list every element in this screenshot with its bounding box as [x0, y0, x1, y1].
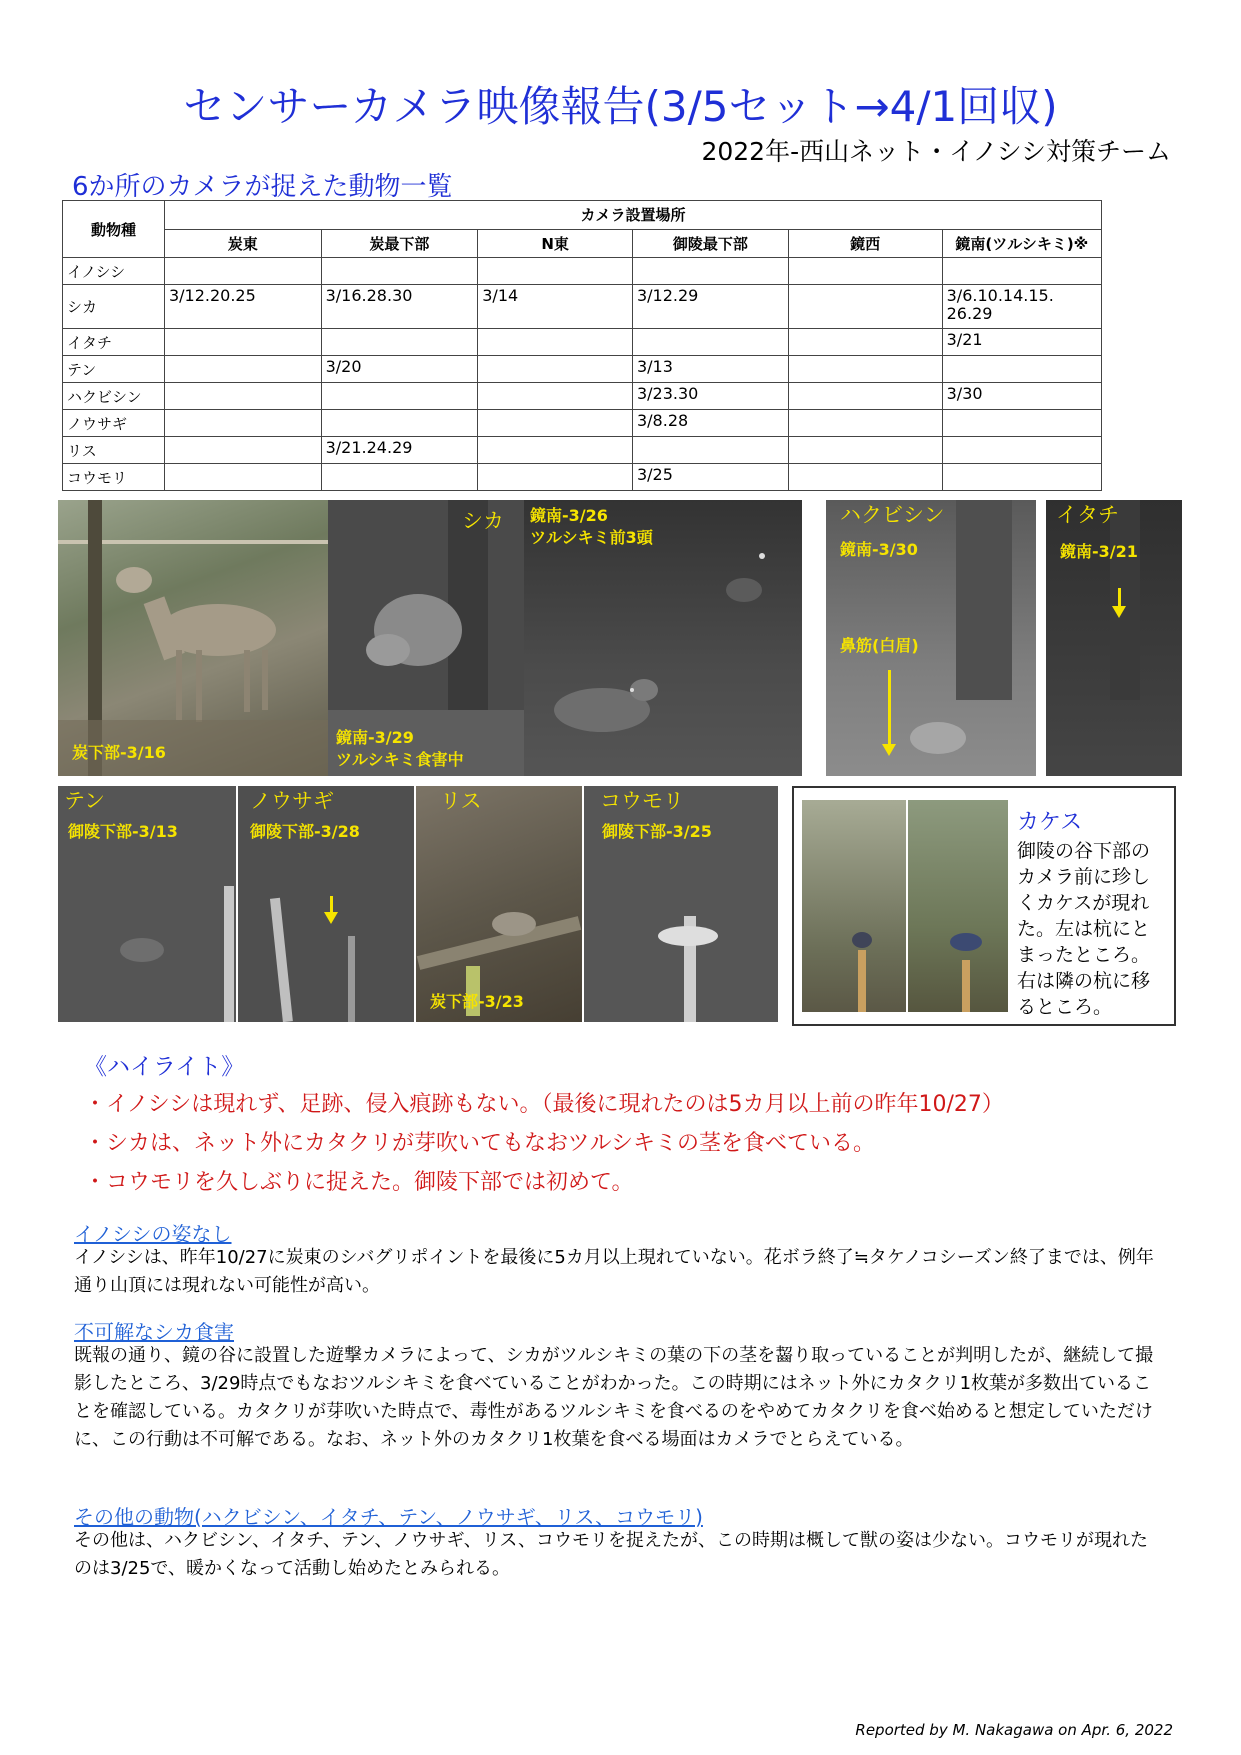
sighting-dates-cell: [788, 464, 942, 491]
civet-photo: [826, 500, 1036, 776]
location-header: 鏡西: [788, 229, 942, 258]
jay-title: カケス: [1017, 810, 1083, 835]
marten-label: 御陵下部-3/13: [68, 822, 178, 841]
table-row: [63, 258, 1102, 285]
sighting-dates-cell: [942, 410, 1101, 437]
deer-illustration: [58, 500, 328, 776]
sighting-dates-cell: [321, 383, 478, 410]
sighting-dates-cell: [321, 329, 478, 356]
sighting-dates-cell: [788, 410, 942, 437]
section-heading-boar: イノシシの姿なし: [74, 1222, 232, 1246]
page-title: センサーカメラ映像報告(3/5セット→4/1回収): [183, 82, 1058, 131]
highlight-item: ・イノシシは現れず、足跡、侵入痕跡もない。（最後に現れたのは5カ月以上前の昨年10/27）: [84, 1092, 1004, 1117]
species-header: 動物種: [63, 201, 165, 258]
location-header: 炭最下部: [321, 229, 478, 258]
sighting-dates-cell: [478, 464, 633, 491]
species-cell: ハクビシン: [63, 383, 165, 410]
hare-label: 御陵下部-3/28: [250, 822, 360, 841]
civet-arrow-icon: [888, 670, 891, 746]
civet-title: ハクビシン: [840, 503, 945, 527]
sighting-dates-cell: [164, 464, 321, 491]
marten-photo: [58, 786, 236, 1022]
table-row: [63, 437, 1102, 464]
deer-photo-1-label: 炭下部-3/16: [72, 743, 166, 762]
sighting-dates-cell: 3/23.30: [632, 383, 788, 410]
deer-photo-3-label: 鏡南-3/26: [530, 506, 608, 525]
sighting-dates-cell: 3/6.10.14.15. 26.29: [942, 285, 1101, 329]
sighting-dates-cell: [942, 437, 1101, 464]
species-cell: リス: [63, 437, 165, 464]
sighting-dates-cell: [632, 258, 788, 285]
sighting-dates-cell: [164, 437, 321, 464]
species-cell: シカ: [63, 285, 165, 329]
deer-photo-2-label: 鏡南-3/29: [336, 728, 414, 747]
location-header: 御陵最下部: [632, 229, 788, 258]
squirrel-illustration: [416, 786, 582, 1022]
squirrel-photo: [416, 786, 582, 1022]
section-body-others: その他は、ハクビシン、イタチ、テン、ノウサギ、リス、コウモリを捉えたが、この時期は概して獣の姿は少ない。コウモリが現れたのは3/25で、暖かくなって活動し始めたとみられる。: [74, 1530, 1148, 1579]
species-cell: イノシシ: [63, 258, 165, 285]
sighting-dates-cell: 3/16.28.30: [321, 285, 478, 329]
deer-photo-2-note: ツルシキミ食害中: [336, 750, 464, 769]
jay-description: 御陵の谷下部のカメラ前に珍しくカケスが現れた。左は杭にとまったところ。右は隣の杭に移るところ。: [1017, 840, 1151, 1018]
sighting-dates-cell: [321, 464, 478, 491]
sighting-dates-cell: [478, 410, 633, 437]
sighting-dates-cell: [788, 383, 942, 410]
jay-photo-left: [802, 800, 906, 1012]
location-group-header: カメラ設置場所: [164, 201, 1101, 230]
deer-photo-3: [524, 500, 802, 776]
location-header: N東: [478, 229, 633, 258]
species-cell: ノウサギ: [63, 410, 165, 437]
location-header: 鏡南(ツルシキミ)※: [942, 229, 1101, 258]
table-row: [63, 329, 1102, 356]
highlight-item: ・コウモリを久しぶりに捉えた。御陵下部では初めて。: [84, 1170, 634, 1195]
sighting-dates-cell: [478, 356, 633, 383]
table-section-heading: 6か所のカメラが捉えた動物一覧: [72, 172, 453, 202]
species-cell: テン: [63, 356, 165, 383]
highlight-item: ・シカは、ネット外にカタクリが芽吹いてもなおツルシキミの茎を食べている。: [84, 1131, 876, 1156]
sighting-dates-cell: [478, 383, 633, 410]
table-row: [63, 285, 1102, 329]
sighting-dates-cell: [478, 329, 633, 356]
section-body-boar: イノシシは、昨年10/27に炭東のシバグリポイントを最後に5カ月以上現れていない。花ボラ終了≒タケノコシーズン終了までは、例年通り山頂には現れない可能性が高い。: [74, 1247, 1154, 1296]
hare-title: ノウサギ: [250, 789, 334, 813]
page-subtitle: 2022年-西山ネット・イノシシ対策チーム: [701, 137, 1171, 166]
civet-note: 鼻筋(白眉): [840, 636, 919, 655]
jay-flying-illustration: [908, 800, 1008, 1012]
table-row: [63, 383, 1102, 410]
squirrel-title: リス: [440, 789, 482, 813]
sighting-dates-cell: [164, 410, 321, 437]
hare-arrow-icon: [330, 896, 333, 914]
sighting-dates-cell: [942, 356, 1101, 383]
sighting-dates-cell: [788, 356, 942, 383]
sighting-dates-cell: [321, 410, 478, 437]
sighting-dates-cell: [788, 329, 942, 356]
weasel-arrow-icon: [1118, 588, 1121, 608]
sighting-dates-cell: [942, 258, 1101, 285]
sighting-dates-cell: 3/12.29: [632, 285, 788, 329]
species-cell: コウモリ: [63, 464, 165, 491]
sighting-dates-cell: [321, 258, 478, 285]
section-heading-deer: 不可解なシカ食害: [74, 1320, 234, 1344]
weasel-photo: [1046, 500, 1182, 776]
sighting-dates-cell: [478, 258, 633, 285]
sighting-dates-cell: 3/30: [942, 383, 1101, 410]
sighting-dates-cell: 3/21.24.29: [321, 437, 478, 464]
deer-photo-3-note: ツルシキミ前3頭: [530, 528, 653, 547]
section-body-deer: 既報の通り、鏡の谷に設置した遊撃カメラによって、シカがツルシキミの葉の下の茎を齧り取っていることが判明したが、継続して撮影したところ、3/29時点でもなおツルシキミを食べていることがわかった。この時期にはネット外にカタクリ1枚葉が多数出ていることを確認している。カタクリが芽吹いた時点で、毒性があるツルシキミを食べるのをやめてカタクリを食べ始めると想定していただけに、この行動は不可解である。なお、ネット外のカタクリ1枚葉を食べる場面はカメラでとらえている。: [74, 1345, 1154, 1450]
sighting-dates-cell: [788, 437, 942, 464]
sighting-dates-cell: [632, 329, 788, 356]
sighting-dates-cell: 3/14: [478, 285, 633, 329]
animal-sightings-table: [62, 200, 1102, 491]
deer-photo-1: [58, 500, 328, 776]
sighting-dates-cell: [164, 329, 321, 356]
section-heading-others: その他の動物(ハクビシン、イタチ、テン、ノウサギ、リス、コウモリ): [74, 1505, 703, 1529]
sighting-dates-cell: 3/12.20.25: [164, 285, 321, 329]
species-cell: イタチ: [63, 329, 165, 356]
location-header: 炭東: [164, 229, 321, 258]
sighting-dates-cell: 3/13: [632, 356, 788, 383]
sighting-dates-cell: [164, 383, 321, 410]
sighting-dates-cell: [788, 285, 942, 329]
civet-label: 鏡南-3/30: [840, 540, 918, 559]
sighting-dates-cell: 3/20: [321, 356, 478, 383]
sighting-dates-cell: 3/8.28: [632, 410, 788, 437]
jay-photo-right: [908, 800, 1008, 1012]
squirrel-label: 炭下部-3/23: [430, 992, 524, 1011]
sighting-dates-cell: [478, 437, 633, 464]
table-row: [63, 356, 1102, 383]
weasel-title: イタチ: [1056, 503, 1119, 527]
deer-title: シカ: [462, 509, 504, 533]
report-footer: Reported by M. Nakagawa on Apr. 6, 2022: [855, 1721, 1173, 1739]
highlights-heading: 《ハイライト》: [84, 1054, 245, 1080]
sighting-dates-cell: [164, 258, 321, 285]
bat-title: コウモリ: [600, 789, 684, 813]
table-row: [63, 410, 1102, 437]
sighting-dates-cell: [632, 437, 788, 464]
bat-photo: [584, 786, 778, 1022]
deer-photo-2: [328, 500, 524, 776]
hare-photo: [238, 786, 414, 1022]
marten-title: テン: [64, 789, 105, 813]
sighting-dates-cell: [942, 464, 1101, 491]
sighting-dates-cell: [788, 258, 942, 285]
location-header-row: [63, 229, 1102, 258]
weasel-label: 鏡南-3/21: [1060, 542, 1138, 561]
jay-perched-illustration: [802, 800, 906, 1012]
table-row: [63, 464, 1102, 491]
sighting-dates-cell: [164, 356, 321, 383]
sighting-dates-cell: 3/25: [632, 464, 788, 491]
bat-label: 御陵下部-3/25: [602, 822, 712, 841]
sighting-dates-cell: 3/21: [942, 329, 1101, 356]
